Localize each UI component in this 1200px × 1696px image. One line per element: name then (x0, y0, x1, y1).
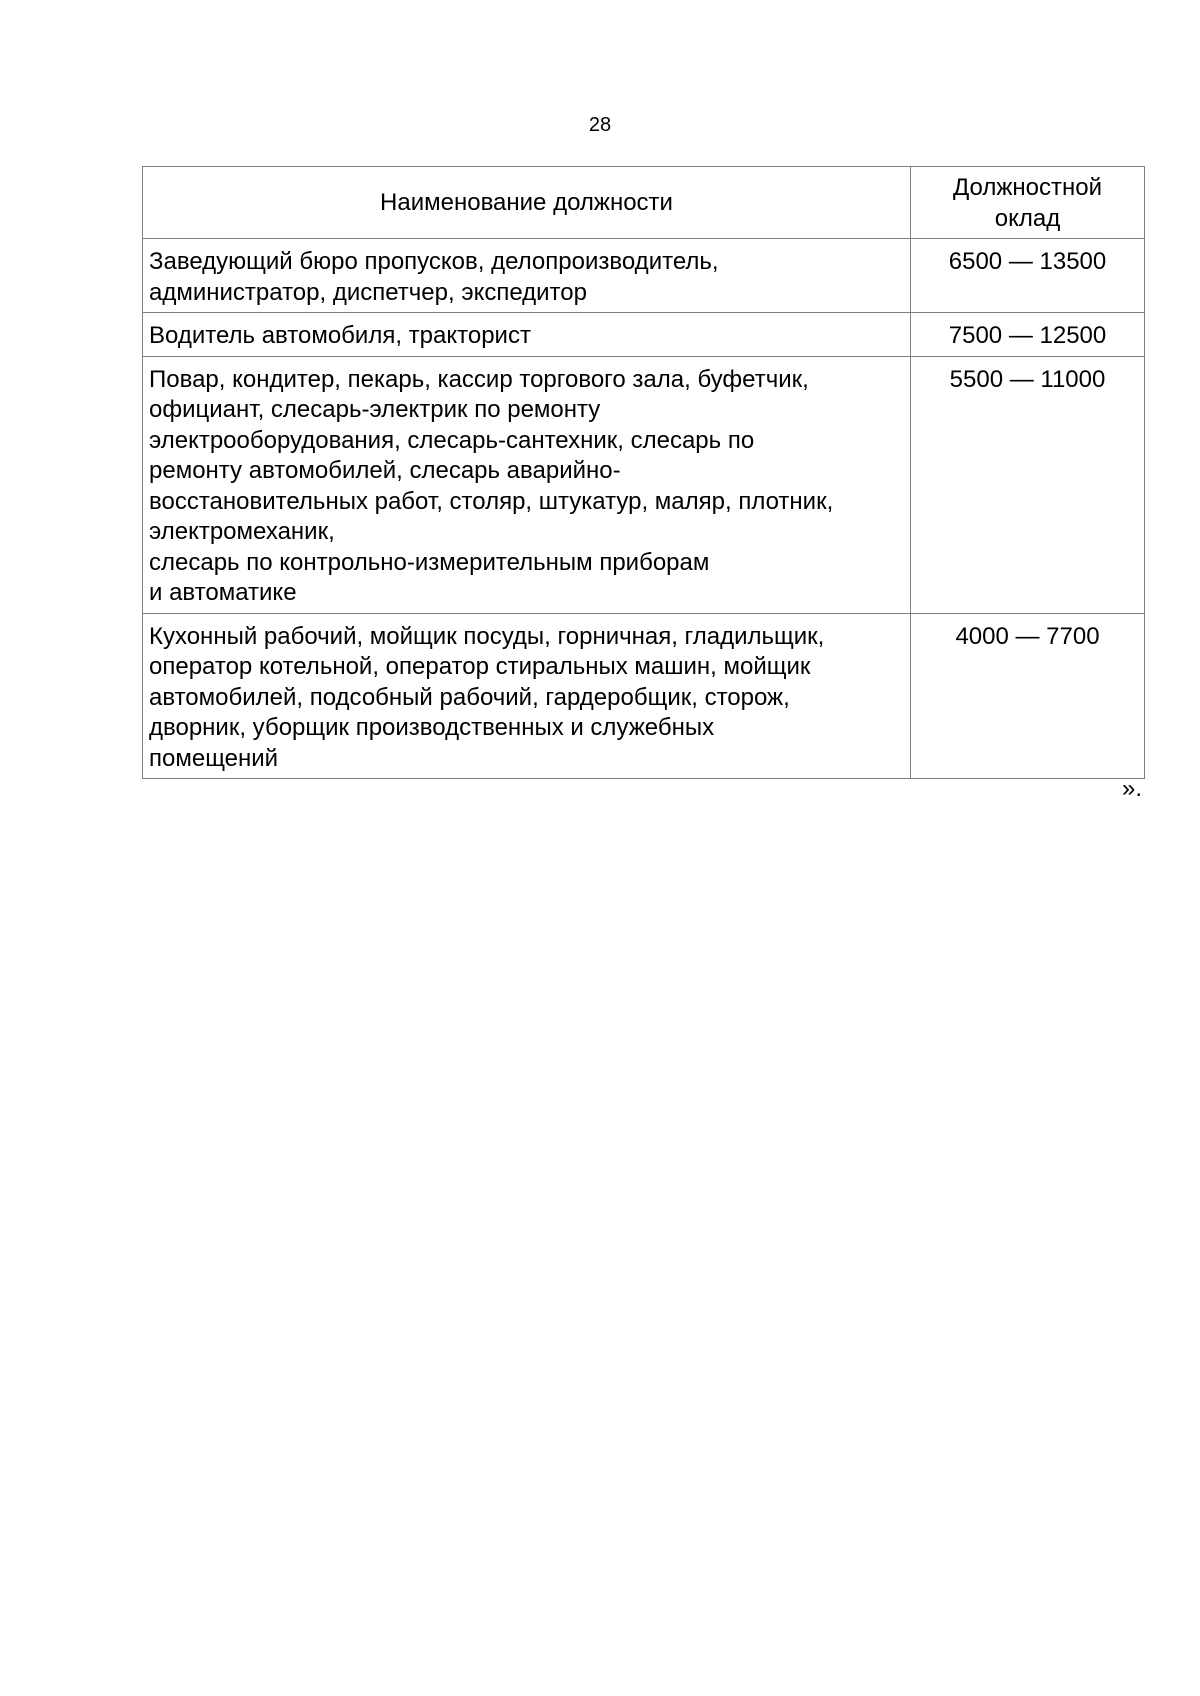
position-line: и автоматике (149, 579, 297, 606)
header-position: Наименование должности (143, 167, 911, 239)
salary-table (142, 166, 1145, 779)
position-cell (143, 239, 911, 313)
salary-cell: 7500 — 12500 (911, 313, 1145, 357)
salary-cell: 5500 — 11000 (911, 356, 1145, 613)
position-line: Повар, кондитер, пекарь, кассир торгового зала, буфетчик, (149, 365, 809, 393)
position-line: помещений (149, 744, 279, 772)
position-line: ремонту автомобилей, слесарь аварийно- (149, 457, 621, 484)
position-line: Кухонный рабочий, мойщик посуды, горничная, гладильщик, (149, 622, 825, 650)
table-header-row (143, 167, 1145, 239)
position-line: электрооборудования, слесарь-сантехник, слесарь по (149, 426, 755, 454)
header-salary-line-2: оклад (994, 204, 1061, 232)
position-line: администратор, диспетчер, экспедитор (149, 278, 587, 306)
position-line: электромеханик, (149, 518, 335, 545)
table-row (143, 613, 1145, 779)
position-line: оператор котельной, оператор стиральных машин, мойщик (149, 653, 811, 680)
position-line: Заведующий бюро пропусков, делопроизводитель, (149, 248, 719, 275)
salary-cell: 4000 — 7700 (911, 613, 1145, 779)
table-row (143, 356, 1145, 613)
header-salary (911, 167, 1145, 239)
salary-cell: 6500 — 13500 (911, 239, 1145, 313)
position-line: официант, слесарь-электрик по ремонту (149, 396, 601, 423)
position-cell (143, 356, 911, 613)
position-cell (143, 313, 911, 357)
header-salary-line-1: Должностной (952, 174, 1102, 201)
position-line: дворник, уборщик производственных и служебных (149, 714, 715, 741)
closing-quote-mark: ». (1122, 775, 1143, 802)
page-number: 28 (588, 114, 612, 136)
position-line: Водитель автомобиля, тракторист (149, 322, 531, 349)
position-line: автомобилей, подсобный рабочий, гардеробщик, сторож, (149, 683, 790, 711)
table-row (143, 239, 1145, 313)
position-line: слесарь по контрольно-измерительным приборам (149, 548, 710, 576)
table-row (143, 313, 1145, 357)
position-cell (143, 613, 911, 779)
position-line: восстановительных работ, столяр, штукатур, маляр, плотник, (149, 487, 834, 515)
